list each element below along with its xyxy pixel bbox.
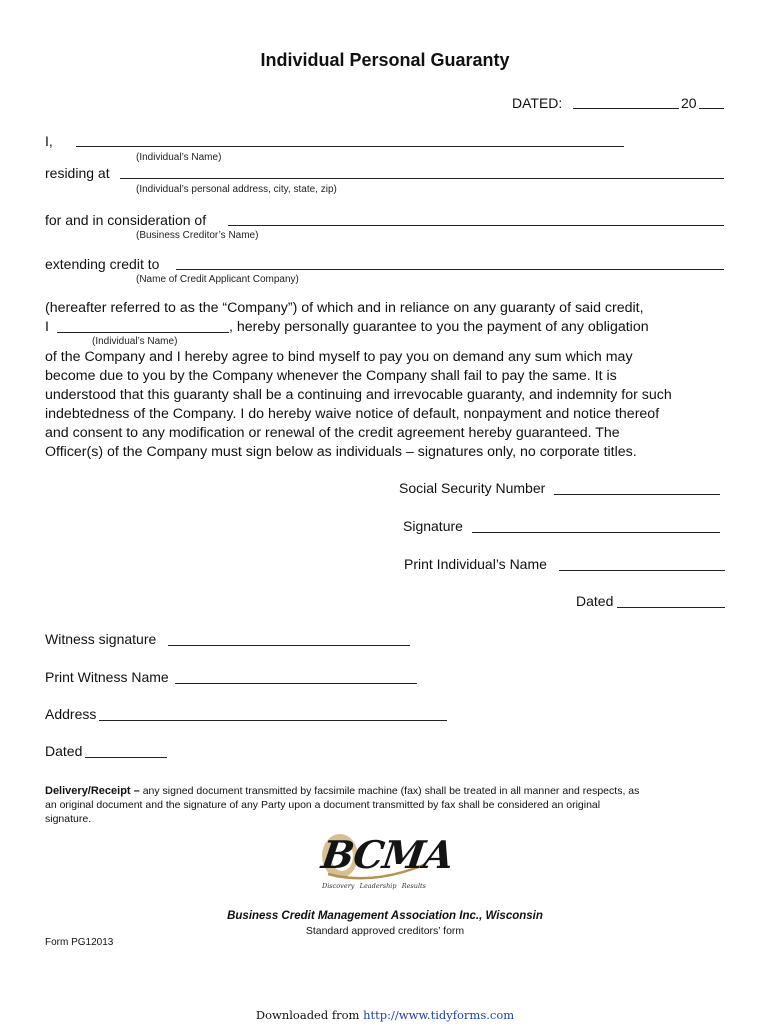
download-footer-link[interactable]: http://www.tidyforms.com: [363, 1008, 515, 1022]
paragraph-line-1: (hereafter referred to as the “Company”) of which and in reliance on any guaranty of said credit,: [45, 300, 644, 316]
individual-label: I,: [45, 133, 53, 149]
creditor-name-line[interactable]: [228, 225, 724, 226]
organization-subtitle: Standard approved creditors’ form: [305, 925, 465, 937]
witness-address-label: Address: [45, 706, 97, 722]
download-footer: [0, 1008, 770, 1022]
bcma-logo: [318, 826, 456, 896]
ssn-label: Social Security Number: [399, 480, 546, 496]
tagline-leadership: Leadership: [359, 882, 397, 890]
creditor-name-hint: (Business Creditor’s Name): [136, 230, 259, 241]
witness-dated-label: Dated: [45, 743, 83, 759]
individual-dated-label: Dated: [576, 593, 614, 609]
extending-label: extending credit to: [45, 256, 160, 272]
residing-label: residing at: [45, 165, 110, 181]
ssn-line[interactable]: [554, 494, 720, 495]
paragraph-line-3: of the Company and I hereby agree to bind myself to pay you on demand any sum which may: [45, 349, 633, 365]
tagline-discovery: Discovery: [322, 882, 355, 890]
dated-header-label: DATED:: [512, 95, 563, 111]
dated-header-year-line[interactable]: [699, 108, 724, 109]
delivery-paragraph-line-1: [45, 784, 725, 798]
residing-address-line[interactable]: [120, 178, 724, 179]
witness-signature-line[interactable]: [168, 645, 410, 646]
individual-name-hint: (Individual’s Name): [136, 152, 222, 163]
bcma-logo-tagline: [322, 882, 426, 890]
delivery-paragraph-line-3: signature.: [45, 813, 92, 825]
print-individual-label: Print Individual’s Name: [404, 556, 547, 572]
paragraph-line-8: Officer(s) of the Company must sign below as individuals – signatures only, no corporate titles.: [45, 444, 637, 460]
individual-dated-line[interactable]: [617, 607, 725, 608]
witness-signature-label: Witness signature: [45, 631, 157, 647]
individual-name-line[interactable]: [76, 146, 624, 147]
paragraph-line-5: understood that this guaranty shall be a continuing and irrevocable guaranty, and indemnity for such: [45, 387, 672, 403]
witness-name-line[interactable]: [175, 683, 417, 684]
bcma-logo-text: BCMA: [318, 832, 456, 877]
witness-dated-line[interactable]: [85, 757, 167, 758]
dated-header-year-prefix: 20: [681, 95, 697, 111]
organization-name: Business Credit Management Association Inc., Wisconsin: [227, 910, 543, 922]
paragraph-line-7: and consent to any modification or renewal of the credit agreement hereby guaranteed. The: [45, 425, 620, 441]
residing-address-hint: (Individual’s personal address, city, state, zip): [136, 184, 337, 195]
paragraph-line-2-suffix: , hereby personally guarantee to you the payment of any obligation: [229, 319, 649, 335]
delivery-text-1: any signed document transmitted by facsimile machine (fax) shall be treated in all manner and respects, as: [142, 785, 640, 797]
download-footer-prefix: Downloaded from: [255, 1008, 360, 1022]
guarantor-name-line[interactable]: [57, 332, 229, 333]
tagline-results: Results: [401, 882, 426, 890]
guarantor-name-hint: (Individual’s Name): [92, 336, 178, 347]
consideration-label: for and in consideration of: [45, 212, 207, 228]
form-id: Form PG12013: [45, 937, 114, 948]
signature-line[interactable]: [472, 532, 720, 533]
print-individual-line[interactable]: [559, 570, 725, 571]
delivery-paragraph-line-2: an original document and the signature of any Party upon a document transmitted by fax shall be considered an original: [45, 799, 601, 811]
paragraph-line-6: indebtedness of the Company. I do hereby waive notice of default, nonpayment and notice thereof: [45, 406, 660, 422]
signature-label: Signature: [403, 518, 463, 534]
delivery-heading: Delivery/Receipt –: [45, 785, 140, 797]
witness-name-label: Print Witness Name: [45, 669, 169, 685]
paragraph-line-2-prefix: I: [45, 319, 49, 335]
witness-address-line[interactable]: [99, 720, 447, 721]
page-title: Individual Personal Guaranty: [260, 50, 510, 70]
paragraph-line-4: become due to you by the Company whenever the Company shall fail to pay the same. It is: [45, 368, 617, 384]
applicant-company-line[interactable]: [176, 269, 724, 270]
applicant-company-hint: (Name of Credit Applicant Company): [136, 274, 299, 285]
dated-header-day-line[interactable]: [573, 108, 679, 109]
